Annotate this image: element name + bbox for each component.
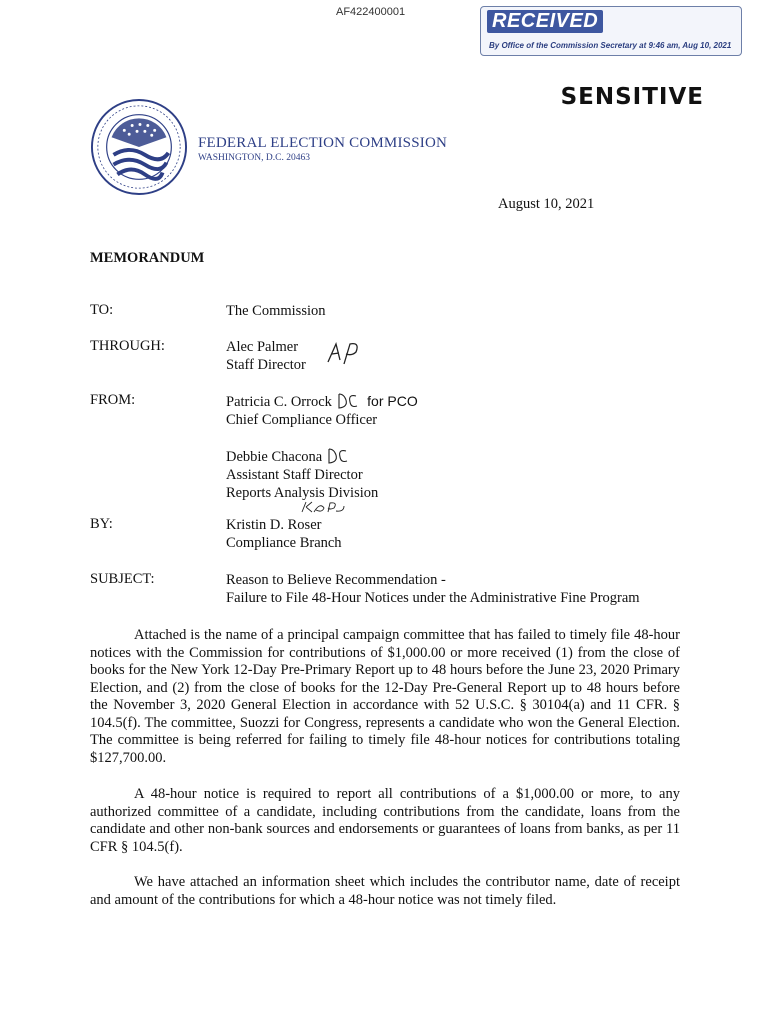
by-label: BY: bbox=[90, 516, 113, 532]
by-name: Kristin D. Roser bbox=[226, 517, 322, 533]
agency-name: FEDERAL ELECTION COMMISSION bbox=[198, 135, 448, 151]
subject-value bbox=[226, 571, 640, 607]
by-title: Compliance Branch bbox=[226, 535, 342, 551]
agency-address: WASHINGTON, D.C. 20463 bbox=[198, 153, 310, 163]
from-person1-note: for PCO bbox=[367, 393, 418, 409]
subject-line1: Reason to Believe Recommendation - bbox=[226, 572, 446, 588]
chacona-initials-icon bbox=[336, 392, 358, 410]
subject-label: SUBJECT: bbox=[90, 571, 155, 587]
to-value bbox=[226, 302, 326, 320]
by-value bbox=[226, 516, 342, 552]
through-label: THROUGH: bbox=[90, 338, 165, 354]
through-name: Alec Palmer bbox=[226, 339, 299, 355]
chacona-initials-icon bbox=[326, 447, 348, 465]
from-person2-division: Reports Analysis Division bbox=[226, 485, 379, 501]
memo-title: MEMORANDUM bbox=[90, 250, 205, 266]
roser-initials-icon bbox=[300, 500, 346, 514]
from-value bbox=[226, 392, 418, 502]
from-person2-title: Assistant Staff Director bbox=[226, 467, 363, 483]
received-stamp bbox=[480, 6, 742, 56]
to-label: TO: bbox=[90, 302, 114, 318]
document-id: AF422400001 bbox=[336, 6, 406, 18]
palmer-signature-icon bbox=[326, 340, 366, 366]
body-paragraph-3: We have attached an information sheet which includes the contributor name, date of receipt and amount of the contributions for which a 48-hour notice was not timely filed. bbox=[90, 874, 680, 908]
received-stamp-detail: By Office of the Commission Secretary at 9:46 am, Aug 10, 2021 bbox=[489, 41, 732, 50]
from-person1-title: Chief Compliance Officer bbox=[226, 412, 378, 428]
body-paragraph-1: Attached is the name of a principal campaign committee that has failed to timely file 48-hour notices with the Commission for contributions of $1,000.00 or more received (1) from the close of books for the New York 12-Day Pre-Primary Report up to 48 hours before the June 23, 2020 Primary Election, and (2) from the close of books for the 12-Day Pre-General Report up to 48 hours before the November 3, 2020 General Election in accordance with 52 U.S.C. § 30104(a) and 11 CFR. § 104.5(f). The committee, Suozzi for Congress, represents a candidate who won the General Election. The committee is being referred for failing to timely file 48-hour notices for contributions totaling $127,700.00. bbox=[90, 627, 680, 766]
through-value bbox=[226, 338, 306, 374]
to-recipient: The Commission bbox=[226, 303, 326, 319]
classification-label: SENSITIVE bbox=[560, 84, 704, 110]
body-paragraph-2: A 48-hour notice is required to report all contributions of a $1,000.00 or more, to any authorized committee of a candidate, including contributions from the candidate, loans from the candidate and other non-bank sources and endorsements or guarantees of loans from banks, as per 11 CFR § 104.5(f). bbox=[90, 786, 680, 855]
subject-line2: Failure to File 48-Hour Notices under the Administrative Fine Program bbox=[226, 590, 640, 606]
from-person1-name: Patricia C. Orrock bbox=[226, 394, 332, 410]
from-label: FROM: bbox=[90, 392, 136, 408]
fec-seal-icon bbox=[90, 98, 188, 196]
through-title: Staff Director bbox=[226, 357, 306, 373]
memo-date: August 10, 2021 bbox=[498, 196, 595, 212]
received-stamp-title: RECEIVED bbox=[487, 10, 603, 33]
from-person2-name: Debbie Chacona bbox=[226, 449, 323, 465]
